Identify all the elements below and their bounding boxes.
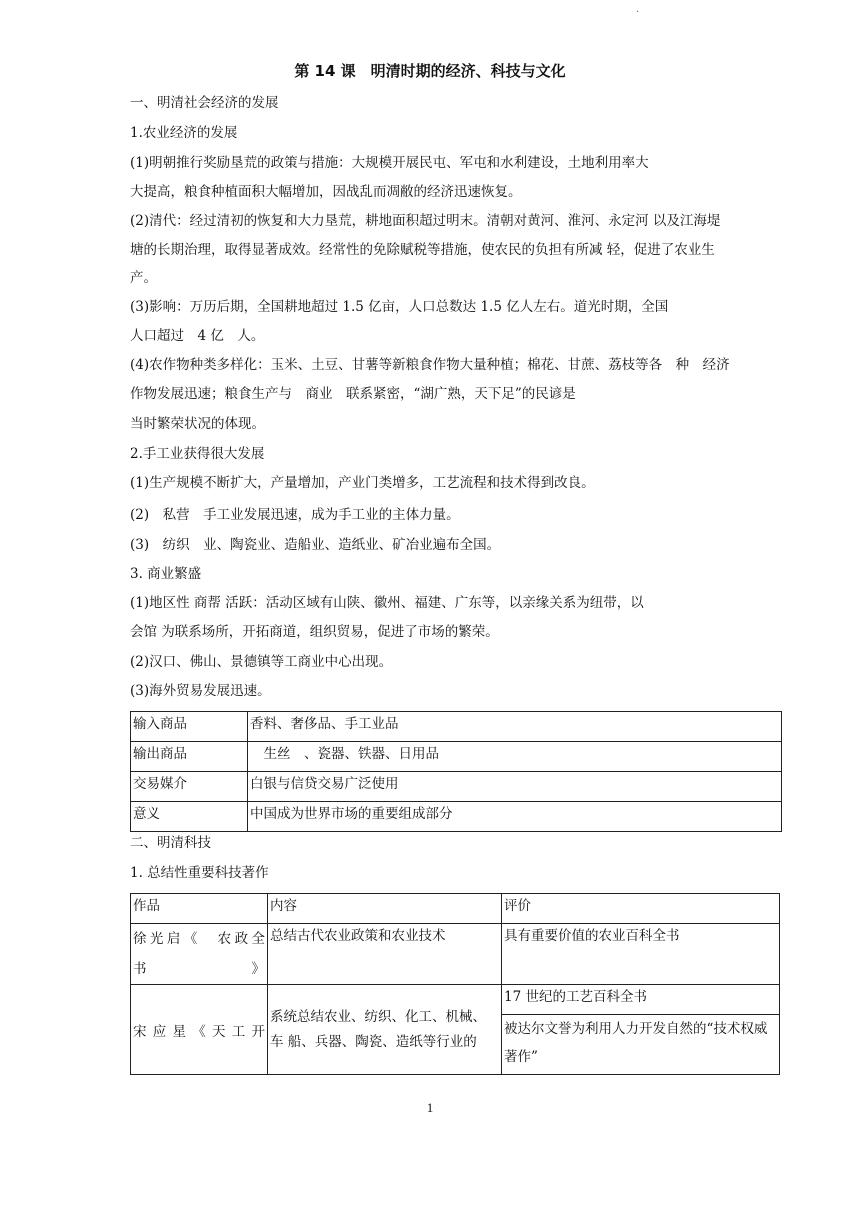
- paragraph-line: (4)农作物种类多样化：玉米、土豆、甘薯等新粮食作物大量种植；棉花、甘蔗、荔枝等各 种 经济: [130, 357, 730, 373]
- table-cell-label: 输入商品: [131, 712, 248, 742]
- paragraph-line: (2)清代：经过清初的恢复和大力垦荒，耕地面积超过明末。清朝对黄河、淮河、永定河 以及江海堤: [130, 213, 721, 229]
- header-cell-work: 作品: [131, 894, 268, 924]
- table-cell-value: 生丝 、瓷器、铁器、日用品: [248, 742, 782, 772]
- paragraph-line: (1)明朝推行奖励垦荒的政策与措施：大规模开展民屯、军屯和水利建设，土地利用率大: [130, 155, 649, 171]
- subheading-agriculture: 1.农业经济的发展: [130, 125, 238, 141]
- works-table: [130, 893, 780, 1075]
- header-dot: .: [636, 4, 640, 15]
- paragraph-line: 产。: [130, 270, 157, 286]
- table-row: [131, 802, 782, 832]
- page-number: 1: [426, 1100, 434, 1115]
- table-cell-label: 输出商品: [131, 742, 248, 772]
- lesson-title: 第 14 课 明清时期的经济、科技与文化: [294, 62, 566, 80]
- paragraph-line: (3) 纺织 业、陶瓷业、造船业、造纸业、矿冶业遍布全国。: [130, 537, 501, 553]
- paragraph-line: (1)生产规模不断扩大，产量增加，产业门类增多，工艺流程和技术得到改良。: [130, 475, 595, 491]
- work-title-cell: 徐光启《 农政全书 》: [131, 924, 268, 985]
- table-cell-label: 交易媒介: [131, 772, 248, 802]
- work-title-cell: 宋应星《天工开: [131, 985, 268, 1075]
- paragraph-line: (3)影响：万历后期，全国耕地超过 1.5 亿亩，人口总数达 1.5 亿人左右。道光时期，全国: [130, 299, 669, 315]
- trade-table: [130, 711, 782, 832]
- paragraph-line: 会馆 为联系场所，开拓商道，组织贸易，促进了市场的繁荣。: [130, 624, 499, 640]
- table-row: [131, 924, 780, 985]
- paragraph-line: (1)地区性 商帮 活跃：活动区域有山陕、徽州、福建、广东等，以亲缘关系为纽带，以: [130, 595, 644, 611]
- paragraph-line: 大提高，粮食种植面积大幅增加，因战乱而凋敝的经济迅速恢复。: [130, 184, 522, 200]
- table-row: [131, 712, 782, 742]
- subheading-handicraft: 2.手工业获得很大发展: [130, 446, 265, 462]
- table-cell-value: 中国成为世界市场的重要组成部分: [248, 802, 782, 832]
- work-content-cell: 总结古代农业政策和农业技术: [268, 924, 502, 985]
- table-row: [131, 772, 782, 802]
- section-heading-science: 二、明清科技: [130, 835, 211, 851]
- subheading-commerce: 3. 商业繁盛: [130, 566, 202, 582]
- table-cell-label: 意义: [131, 802, 248, 832]
- work-eval-cell: 17 世纪的工艺百科全书: [502, 985, 780, 1015]
- header-cell-content: 内容: [268, 894, 502, 924]
- work-eval-cell: 具有重要价值的农业百科全书: [502, 924, 780, 985]
- paragraph-line: (3)海外贸易发展迅速。: [130, 683, 271, 699]
- work-eval-cell: 被达尔文誉为利用人力开发自然的“技术权威著作”: [502, 1015, 780, 1075]
- section-heading-economy: 一、明清社会经济的发展: [130, 95, 279, 111]
- header-cell-evaluation: 评价: [502, 894, 780, 924]
- table-row: [131, 985, 780, 1015]
- table-cell-value: 白银与信贷交易广泛使用: [248, 772, 782, 802]
- paragraph-line: 人口超过 4 亿 人。: [130, 328, 265, 344]
- table-row: [131, 742, 782, 772]
- paragraph-line: 塘的长期治理，取得显著成效。经常性的免除赋税等措施，使农民的负担有所减 轻，促进了农业生: [130, 242, 715, 258]
- table-header-row: [131, 894, 780, 924]
- paragraph-line: (2)汉口、佛山、景德镇等工商业中心出现。: [130, 654, 393, 670]
- table-cell-value: 香料、奢侈品、手工业品: [248, 712, 782, 742]
- subheading-works: 1. 总结性重要科技著作: [130, 865, 269, 881]
- paragraph-line: (2) 私营 手工业发展迅速，成为手工业的主体力量。: [130, 507, 460, 523]
- paragraph-line: 作物发展迅速；粮食生产与 商业 联系紧密，“湖广熟，天下足”的民谚是: [130, 386, 576, 402]
- work-content-cell: 系统总结农业、纺织、化工、机械、车 船、兵器、陶瓷、造纸等行业的: [268, 985, 502, 1075]
- paragraph-line: 当时繁荣状况的体现。: [130, 416, 265, 432]
